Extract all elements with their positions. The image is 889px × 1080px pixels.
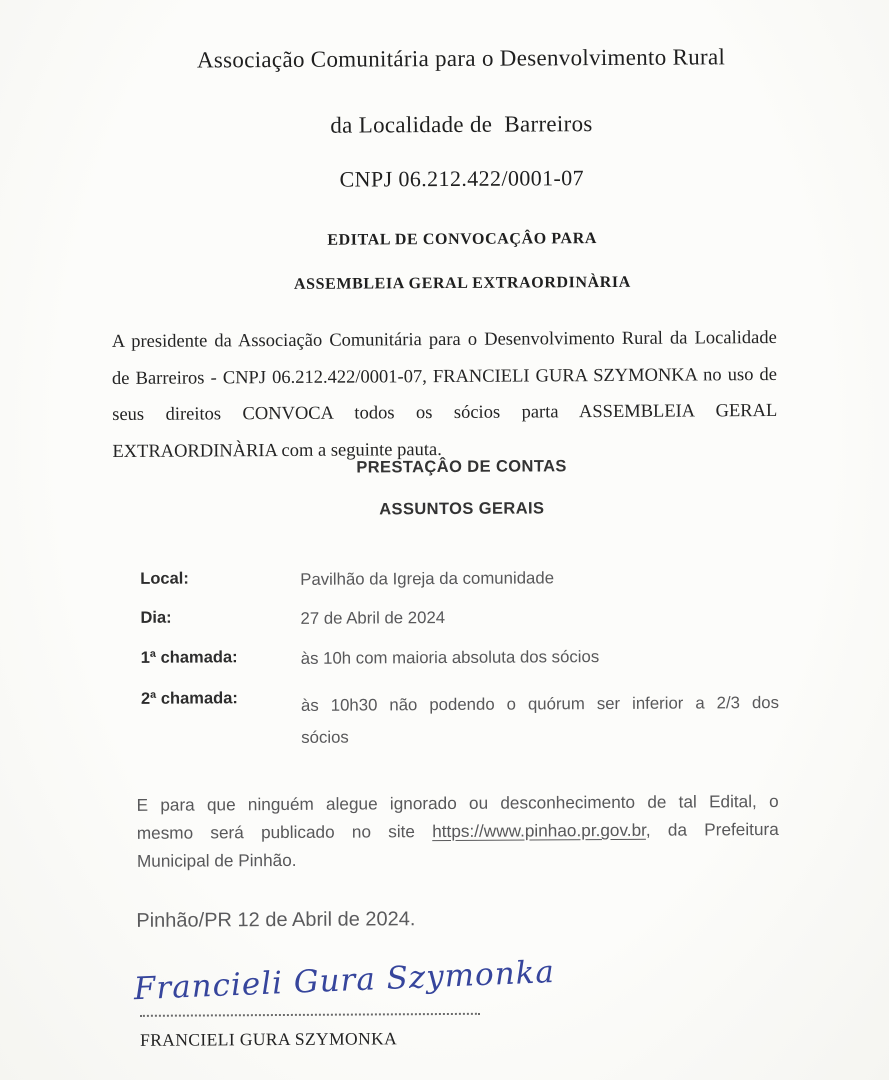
detail-value-line: às 10h30 não podendo o quórum ser inferior a 2/3 dos xyxy=(300,692,780,715)
detail-label-segunda-chamada: 2ª chamada: xyxy=(140,689,238,708)
intro-line: A presidente da Associação Comunitária para o Desenvolvimento Rural da Localidade xyxy=(111,327,777,353)
detail-label-primeira-chamada: 1ª chamada: xyxy=(140,648,238,667)
intro-paragraph xyxy=(112,320,778,470)
signature-dotted-line xyxy=(140,1013,480,1017)
detail-value-dia: 27 de Abril de 2024 xyxy=(300,607,446,628)
org-name-line-1: Associação Comunitária para o Desenvolvimento Rural xyxy=(196,44,726,73)
detail-value-segunda-chamada xyxy=(301,687,779,754)
notice-line2-after: , da Prefeitura xyxy=(645,818,779,840)
intro-line: seus direitos CONVOCA todos os sócios parta ASSEMBLEIA GERAL xyxy=(112,400,778,426)
agenda-item-prestacao-de-contas: PRESTAÇÂO DE CONTAS xyxy=(356,457,567,477)
agenda-item-assuntos-gerais: ASSUNTOS GERAIS xyxy=(379,499,545,519)
detail-label-local: Local: xyxy=(140,569,189,588)
intro-line: de Barreiros - CNPJ 06.212.422/0001-07, FRANCIELI GURA SZYMONKA no uso de xyxy=(111,364,778,389)
publication-url-link: https://www.pinhao.pr.gov.br xyxy=(432,819,646,842)
notice-line: Municipal de Pinhão. xyxy=(136,849,297,871)
place-date-line: Pinhão/PR 12 de Abril de 2024. xyxy=(136,908,416,932)
signatory-name: FRANCIELI GURA SZYMONKA xyxy=(139,1028,398,1050)
notice-line xyxy=(137,815,779,847)
notice-line: E para que ninguém alegue ignorado ou desconhecimento de tal Edital, o xyxy=(136,790,779,815)
detail-value-local: Pavilhão da Igreja da comunidade xyxy=(300,568,555,589)
notice-line2-before: mesmo será publicado no site xyxy=(136,821,433,843)
notice-paragraph xyxy=(137,787,780,875)
edital-heading-line-2: ASSEMBLEIA GERAL EXTRAORDINÀRIA xyxy=(293,273,631,293)
detail-value-primeira-chamada: às 10h com maioria absoluta dos sócios xyxy=(300,647,600,668)
cnpj-line: CNPJ 06.212.422/0001-07 xyxy=(339,165,585,192)
signature-handwriting: Francieli Gura Szymonka xyxy=(133,953,556,1008)
edital-heading-line-1: EDITAL DE CONVOCAÇÂO PARA xyxy=(327,230,598,249)
detail-label-dia: Dia: xyxy=(140,608,172,627)
detail-value-line: sócios xyxy=(301,727,349,747)
org-name-line-2: da Localidade de Barreiros xyxy=(330,111,593,138)
intro-line: EXTRAORDINÀRIA com a seguinte pauta. xyxy=(112,439,442,462)
